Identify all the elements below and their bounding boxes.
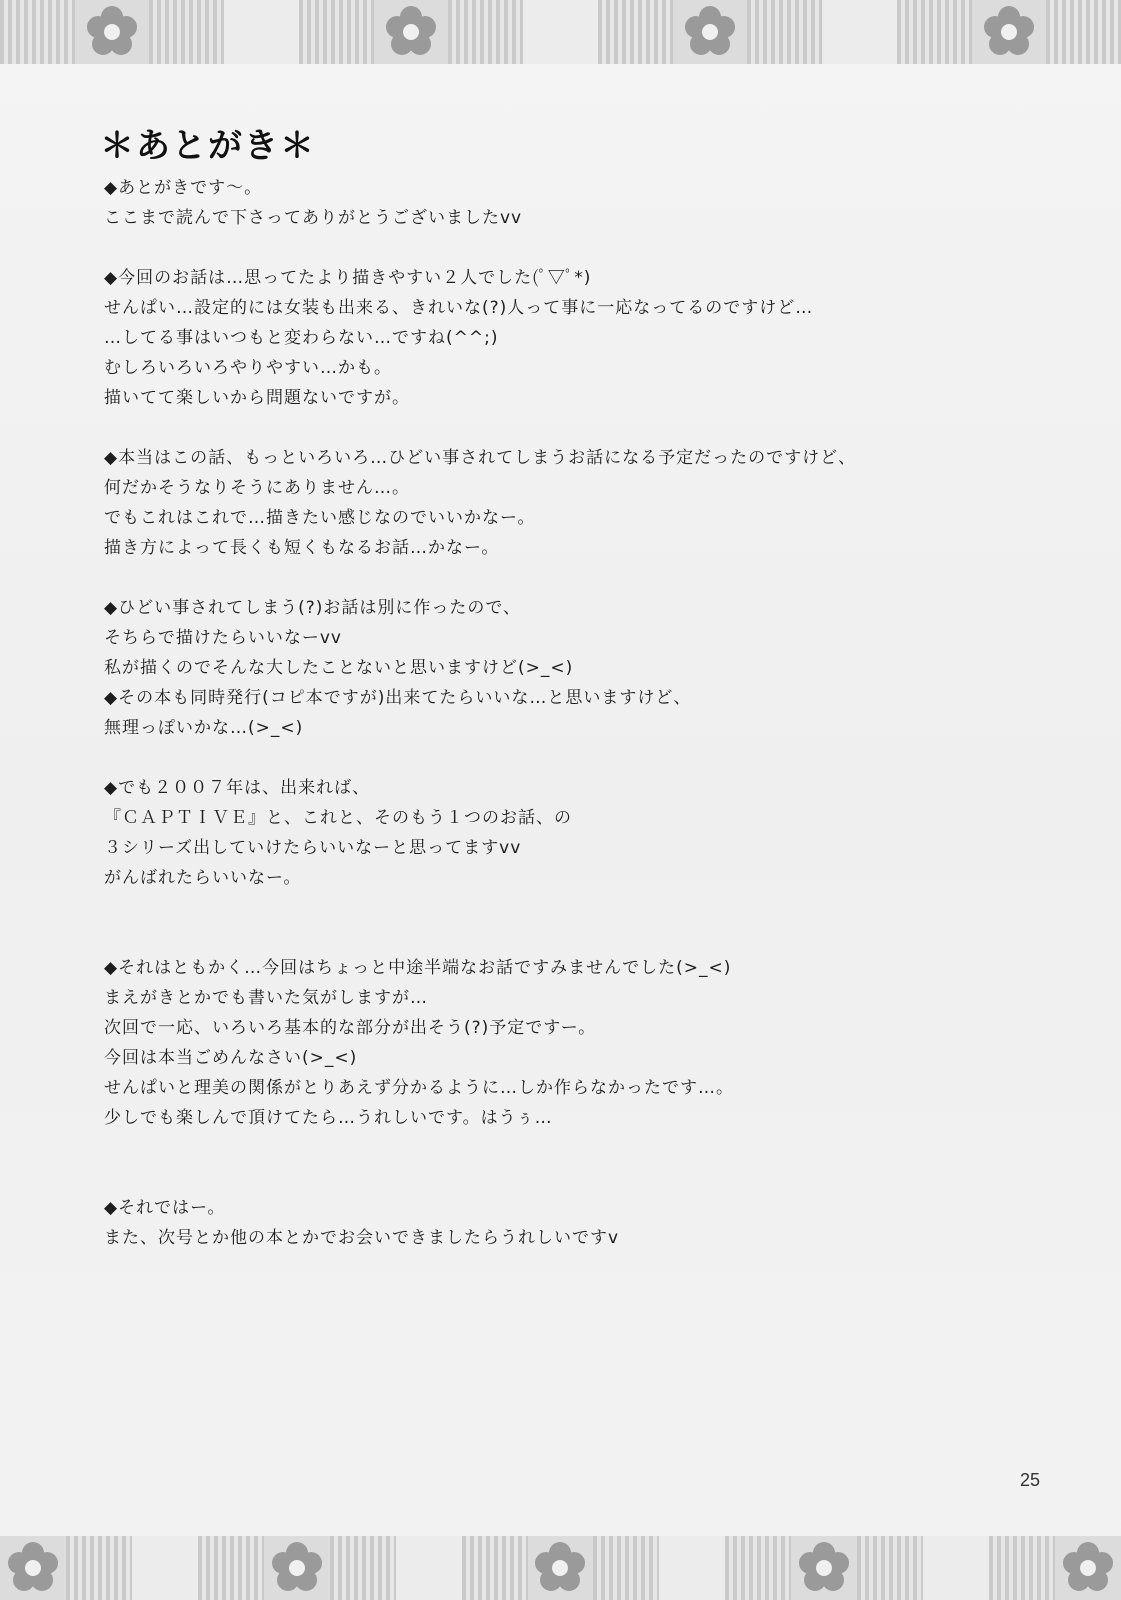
text-line: むしろいろいろやりやすい…かも。 xyxy=(104,358,392,378)
text-line: ◆ひどい事されてしまう(?)お話は別に作ったので、 xyxy=(104,598,522,618)
flower-icon xyxy=(270,1541,324,1595)
border-tile xyxy=(66,1536,132,1600)
text-line: 何だかそうなりそうにありません…。 xyxy=(104,478,410,498)
border-tile xyxy=(448,0,523,64)
flower-icon xyxy=(6,1541,60,1595)
text-line: 描いてて楽しいから問題ないですが。 xyxy=(104,388,410,408)
text-line: 描き方によって長くも短くもなるお話…かなー。 xyxy=(104,538,500,558)
text-line: ◆あとがきです～。 xyxy=(104,178,263,198)
border-tile xyxy=(725,1536,791,1600)
bottom-decorative-border xyxy=(0,1536,1121,1600)
text-line: せんぱいと理美の関係がとりあえず分かるように…しか作らなかったです…。 xyxy=(104,1078,734,1098)
text-line: まえがきとかでも書いた気がしますが… xyxy=(104,988,428,1008)
border-tile xyxy=(659,1536,725,1600)
border-tile xyxy=(857,1536,923,1600)
text-line: ◆でも２００７年は、出来れば、 xyxy=(104,778,371,798)
text-line: ３シリーズ出していけたらいいなーと思ってますvv xyxy=(104,838,522,858)
border-tile xyxy=(198,1536,264,1600)
paragraph-gap xyxy=(104,1163,1004,1193)
border-tile xyxy=(1055,1536,1121,1600)
border-tile xyxy=(1046,0,1121,64)
border-tile xyxy=(75,0,150,64)
flower-icon xyxy=(85,5,139,59)
border-tile xyxy=(822,0,897,64)
flower-icon xyxy=(1061,1541,1115,1595)
text-line: ◆本当はこの話、もっといろいろ…ひどい事されてしまうお話になる予定だったのですけど、 xyxy=(104,448,857,468)
text-line: 今回は本当ごめんなさい(>_<) xyxy=(104,1048,358,1068)
border-tile xyxy=(598,0,673,64)
border-tile xyxy=(374,0,449,64)
flower-icon xyxy=(797,1541,851,1595)
flower-icon xyxy=(982,5,1036,59)
text-line: ◆今回のお話は…思ってたより描きやすい２人でした(ﾟ▽ﾟ*) xyxy=(104,268,592,288)
paragraph-gap xyxy=(104,413,1004,443)
text-line: ここまで読んで下さってありがとうございましたvv xyxy=(104,208,523,228)
text-line: 次回で一応、いろいろ基本的な部分が出そう(?)予定ですー。 xyxy=(104,1018,597,1038)
paragraph-gap xyxy=(104,923,1004,953)
text-line: でもこれはこれで…描きたい感じなのでいいかなー。 xyxy=(104,508,536,528)
border-tile xyxy=(132,1536,198,1600)
text-line: 私が描くのでそんな大したことないと思いますけど(>_<) xyxy=(104,658,574,678)
flower-icon xyxy=(683,5,737,59)
border-tile xyxy=(0,1536,66,1600)
border-tile xyxy=(673,0,748,64)
text-line: そちらで描けたらいいなーvv xyxy=(104,628,342,648)
border-tile xyxy=(593,1536,659,1600)
text-line: 無理っぽいかな…(>_<) xyxy=(104,718,304,738)
top-decorative-border xyxy=(0,0,1121,64)
border-tile xyxy=(897,0,972,64)
afterword-text xyxy=(104,173,1004,1253)
flower-icon xyxy=(533,1541,587,1595)
border-tile xyxy=(0,0,75,64)
text-line: 『ＣＡＰＴＩＶＥ』と、これと、そのもう１つのお話、の xyxy=(104,808,572,828)
border-tile xyxy=(224,0,299,64)
text-line: …してる事はいつもと変わらない…ですね(^^;) xyxy=(104,328,499,348)
paragraph-gap xyxy=(104,233,1004,263)
border-tile xyxy=(528,1536,594,1600)
page-number: 25 xyxy=(1020,1470,1041,1490)
paragraph-gap xyxy=(104,743,1004,773)
border-tile xyxy=(989,1536,1055,1600)
text-line: せんぱい…設定的には女装も出来る、きれいな(?)人って事に一応なってるのですけど… xyxy=(104,298,814,318)
paragraph-gap xyxy=(104,563,1004,593)
page-title: ＊あとがき＊ xyxy=(100,126,316,166)
border-tile xyxy=(264,1536,330,1600)
text-line: また、次号とか他の本とかでお会いできましたらうれしいですv xyxy=(104,1228,620,1248)
border-tile xyxy=(396,1536,462,1600)
border-tile xyxy=(923,1536,989,1600)
border-tile xyxy=(149,0,224,64)
paragraph-gap xyxy=(104,893,1004,923)
border-tile xyxy=(299,0,374,64)
text-line: 少しでも楽しんで頂けてたら…うれしいです。はうぅ… xyxy=(104,1108,553,1128)
border-tile xyxy=(330,1536,396,1600)
border-tile xyxy=(462,1536,528,1600)
text-line: ◆それはともかく…今回はちょっと中途半端なお話ですみませんでした(>_<) xyxy=(104,958,732,978)
border-tile xyxy=(523,0,598,64)
paragraph-gap xyxy=(104,1133,1004,1163)
border-tile xyxy=(972,0,1047,64)
text-line: ◆その本も同時発行(コピ本ですが)出来てたらいいな…と思いますけど、 xyxy=(104,688,692,708)
flower-icon xyxy=(384,5,438,59)
border-tile xyxy=(791,1536,857,1600)
border-tile xyxy=(747,0,822,64)
text-line: がんばれたらいいなー。 xyxy=(104,868,302,888)
text-line: ◆それではー。 xyxy=(104,1198,226,1218)
